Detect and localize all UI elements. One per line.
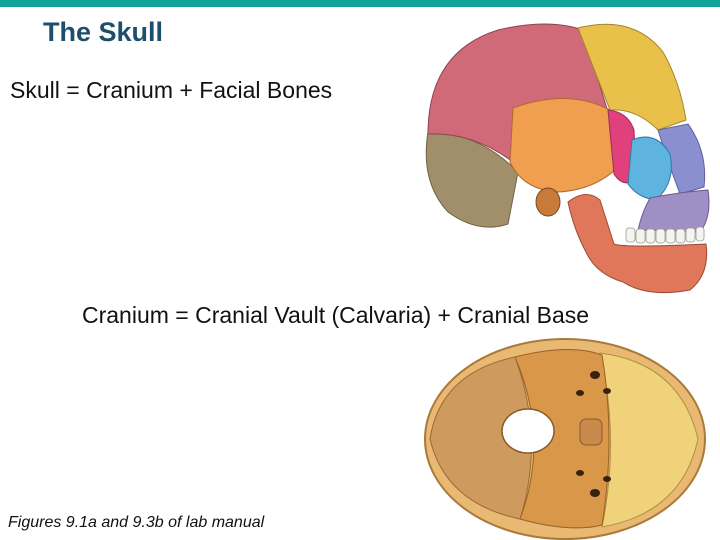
cranial-base-illustration [420, 333, 710, 540]
lateral-skull-illustration [418, 12, 718, 298]
zygomatic-bone [628, 137, 671, 200]
anterior-fossa [600, 353, 698, 527]
cranium-definition: Cranium = Cranial Vault (Calvaria) + Cranial Base [82, 302, 590, 328]
skull-definition: Skull = Cranium + Facial Bones [10, 77, 333, 103]
temporal-bone [510, 98, 623, 192]
slide-title: The Skull [43, 17, 164, 47]
sella-turcica [580, 419, 602, 445]
foramen-magnum [502, 409, 554, 453]
accent-bar [0, 0, 720, 7]
ear-opening [536, 188, 560, 216]
figure-caption: Figures 9.1a and 9.3b of lab manual [8, 514, 265, 531]
